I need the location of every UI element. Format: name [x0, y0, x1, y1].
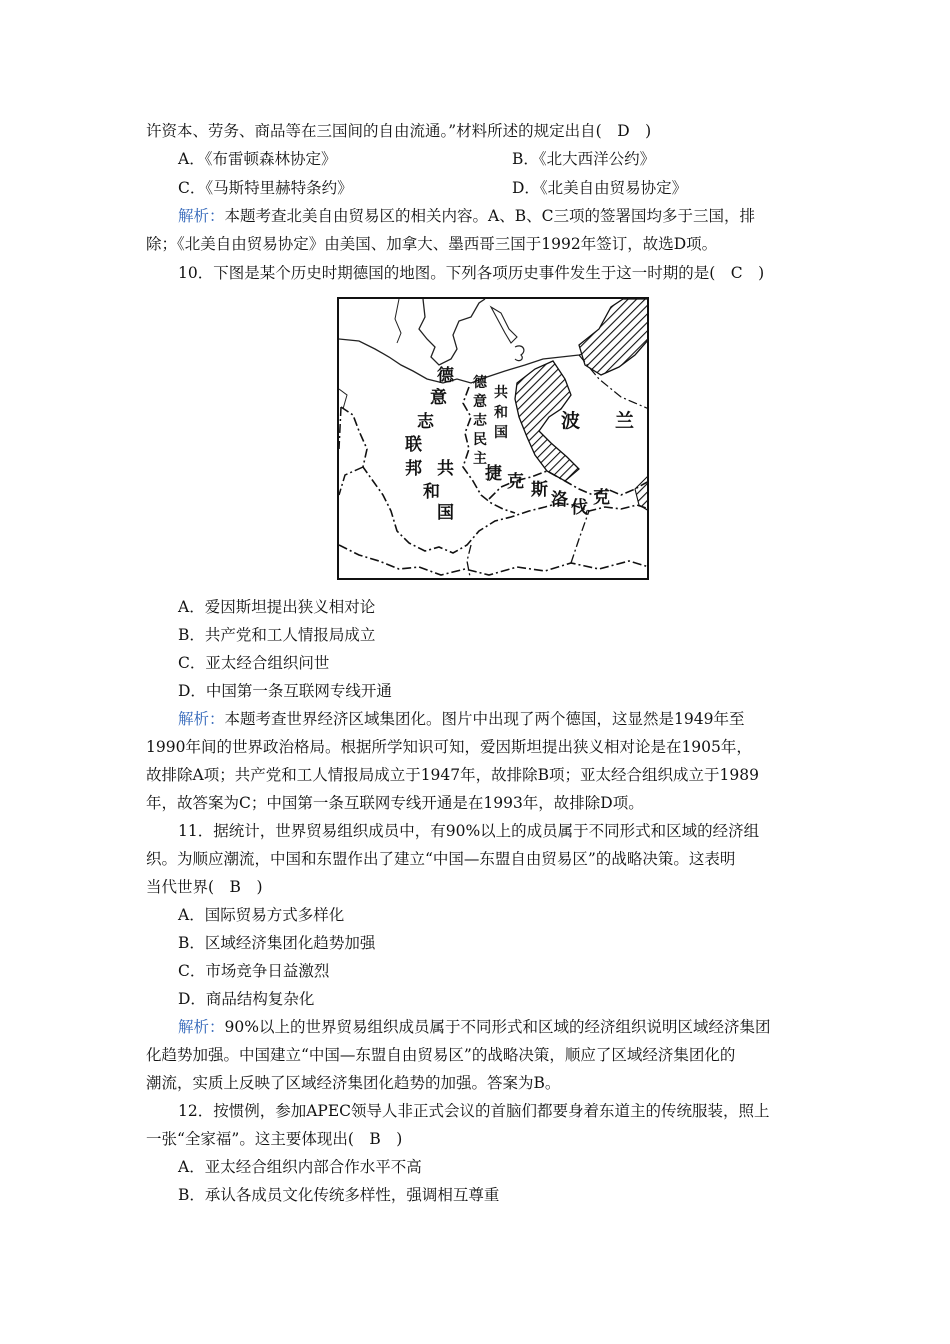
- map-label-gdr-3: 志: [473, 413, 487, 429]
- q9-analysis-line-1: [178, 206, 755, 226]
- map-label-gdr-6: 共: [494, 385, 508, 401]
- q11-stem-line-3: 当代世界( B ): [146, 878, 263, 896]
- q11-option-c: C．市场竞争日益激烈: [178, 962, 330, 980]
- map-label-frg-8: 国: [437, 503, 454, 523]
- map-label-frg-5: 邦: [405, 459, 422, 479]
- q10-option-d: D．中国第一条互联网专线开通: [178, 682, 392, 700]
- map-label-czech-3: 斯: [531, 480, 548, 500]
- q10-option-b: B．共产党和工人情报局成立: [178, 626, 376, 644]
- map-label-poland-2: 兰: [615, 410, 635, 432]
- border-west: [339, 407, 363, 495]
- map-label-gdr-1: 德: [473, 375, 487, 391]
- map-drawing: [339, 299, 649, 580]
- hatched-region-east-prussia: [579, 299, 649, 375]
- map-label-frg-3: 志: [417, 412, 434, 432]
- q10-analysis-line-2: 1990年间的世界政治格局。根据所学知识可知，爱因斯坦提出狭义相对论是在1905年，: [146, 738, 752, 756]
- q11-analysis-line-2: 化趋势加强。中国建立“中国—东盟自由贸易区”的战略决策，顺应了区域经济集团化的: [146, 1046, 736, 1064]
- germany-map: [337, 297, 649, 580]
- map-label-gdr-5: 主: [473, 451, 487, 467]
- map-label-czech-4: 洛: [551, 490, 568, 510]
- q10-analysis-line-3: 故排除A项；共产党和工人情报局成立于1947年，故排除B项；亚太经合组织成立于1989: [146, 766, 759, 784]
- border-inner-south: [467, 511, 589, 580]
- q11-stem-line-2: 织。为顺应潮流，中国和东盟作出了建立“中国—东盟自由贸易区”的战略决策。这表明: [146, 850, 736, 868]
- map-label-gdr-8: 国: [494, 425, 508, 441]
- map-label-frg-2: 意: [430, 388, 447, 408]
- q11-analysis-line-3: 潮流，实质上反映了区域经济集团化趋势的加强。答案为B。: [146, 1074, 561, 1092]
- border-austria-switzerland: [339, 545, 649, 575]
- map-label-frg-4: 联: [405, 435, 422, 455]
- map-label-gdr-2: 意: [473, 394, 487, 410]
- q9-stem-tail: 许资本、劳务、商品等在三国间的自由流通。”材料所述的规定出自( D ): [146, 122, 652, 140]
- analysis-label: 解析：: [178, 710, 225, 728]
- q11-option-d: D．商品结构复杂化: [178, 990, 315, 1008]
- map-label-czech-1: 捷: [485, 464, 502, 484]
- analysis-text: 90%以上的世界贸易组织成员属于不同形式和区域的经济组织说明区域经济集团: [224, 1018, 771, 1036]
- map-label-gdr-4: 民: [473, 432, 487, 448]
- island: [491, 307, 517, 343]
- analysis-label: 解析：: [178, 1018, 225, 1036]
- q10-analysis-line-4: 年，故答案为C；中国第一条互联网专线开通是在1993年，故排除D项。: [146, 794, 644, 812]
- north-sea-coast: [395, 299, 401, 343]
- map-label-czech-5: 伐: [571, 498, 588, 518]
- map-label-czech-6: 克: [593, 488, 610, 508]
- coastline-denmark: [419, 299, 485, 365]
- q9-option-b: B．《北大西洋公约》: [512, 150, 656, 168]
- map-label-frg-6: 共: [437, 459, 454, 479]
- q10-option-a: A．爱因斯坦提出狭义相对论: [178, 598, 376, 616]
- island-small: [515, 346, 524, 361]
- q10-analysis-line-1: [178, 709, 744, 729]
- q12-option-a: A．亚太经合组织内部合作水平不高: [178, 1158, 422, 1176]
- q9-option-a: A．《布雷顿森林协定》: [178, 150, 337, 168]
- q12-stem-line-1: 12．按惯例，参加APEC领导人非正式会议的首脑们都要身着东道主的传统服装，照上: [178, 1102, 770, 1120]
- q9-option-d: D．《北美自由贸易协定》: [512, 179, 688, 197]
- analysis-text: 本题考查世界经济区域集团化。图片中出现了两个德国，这显然是1949年至: [224, 710, 745, 728]
- map-label-czech-2: 克: [507, 472, 524, 492]
- q11-analysis-line-1: [178, 1017, 770, 1037]
- q11-option-b: B．区域经济集团化趋势加强: [178, 934, 376, 952]
- map-label-frg-1: 德: [437, 366, 454, 386]
- q12-option-b: B．承认各成员文化传统多样性，强调相互尊重: [178, 1186, 500, 1204]
- analysis-label: 解析：: [178, 207, 225, 225]
- q10-option-c: C．亚太经合组织问世: [178, 654, 330, 672]
- map-label-poland-1: 波: [561, 410, 581, 432]
- west-coast: [339, 389, 347, 409]
- map-label-frg-7: 和: [423, 482, 440, 502]
- q9-option-c: C．《马斯特里赫特条约》: [178, 179, 353, 197]
- q11-stem-line-1: 11．据统计，世界贸易组织成员中，有90%以上的成员属于不同形式和区域的经济组: [178, 822, 760, 840]
- map-label-gdr-7: 和: [494, 405, 508, 421]
- q10-stem: 10．下图是某个历史时期德国的地图。下列各项历史事件发生于这一时期的是( C ): [178, 264, 765, 282]
- q9-analysis-line-2: 除；《北美自由贸易协定》由美国、加拿大、墨西哥三国于1992年签订，故选D项。: [146, 235, 718, 253]
- q11-option-a: A．国际贸易方式多样化: [178, 906, 345, 924]
- q12-stem-line-2: 一张“全家福”。这主要体现出( B ): [146, 1130, 403, 1148]
- analysis-text: 本题考查北美自由贸易区的相关内容。A、B、C三项的签署国均多于三国，排: [224, 207, 755, 225]
